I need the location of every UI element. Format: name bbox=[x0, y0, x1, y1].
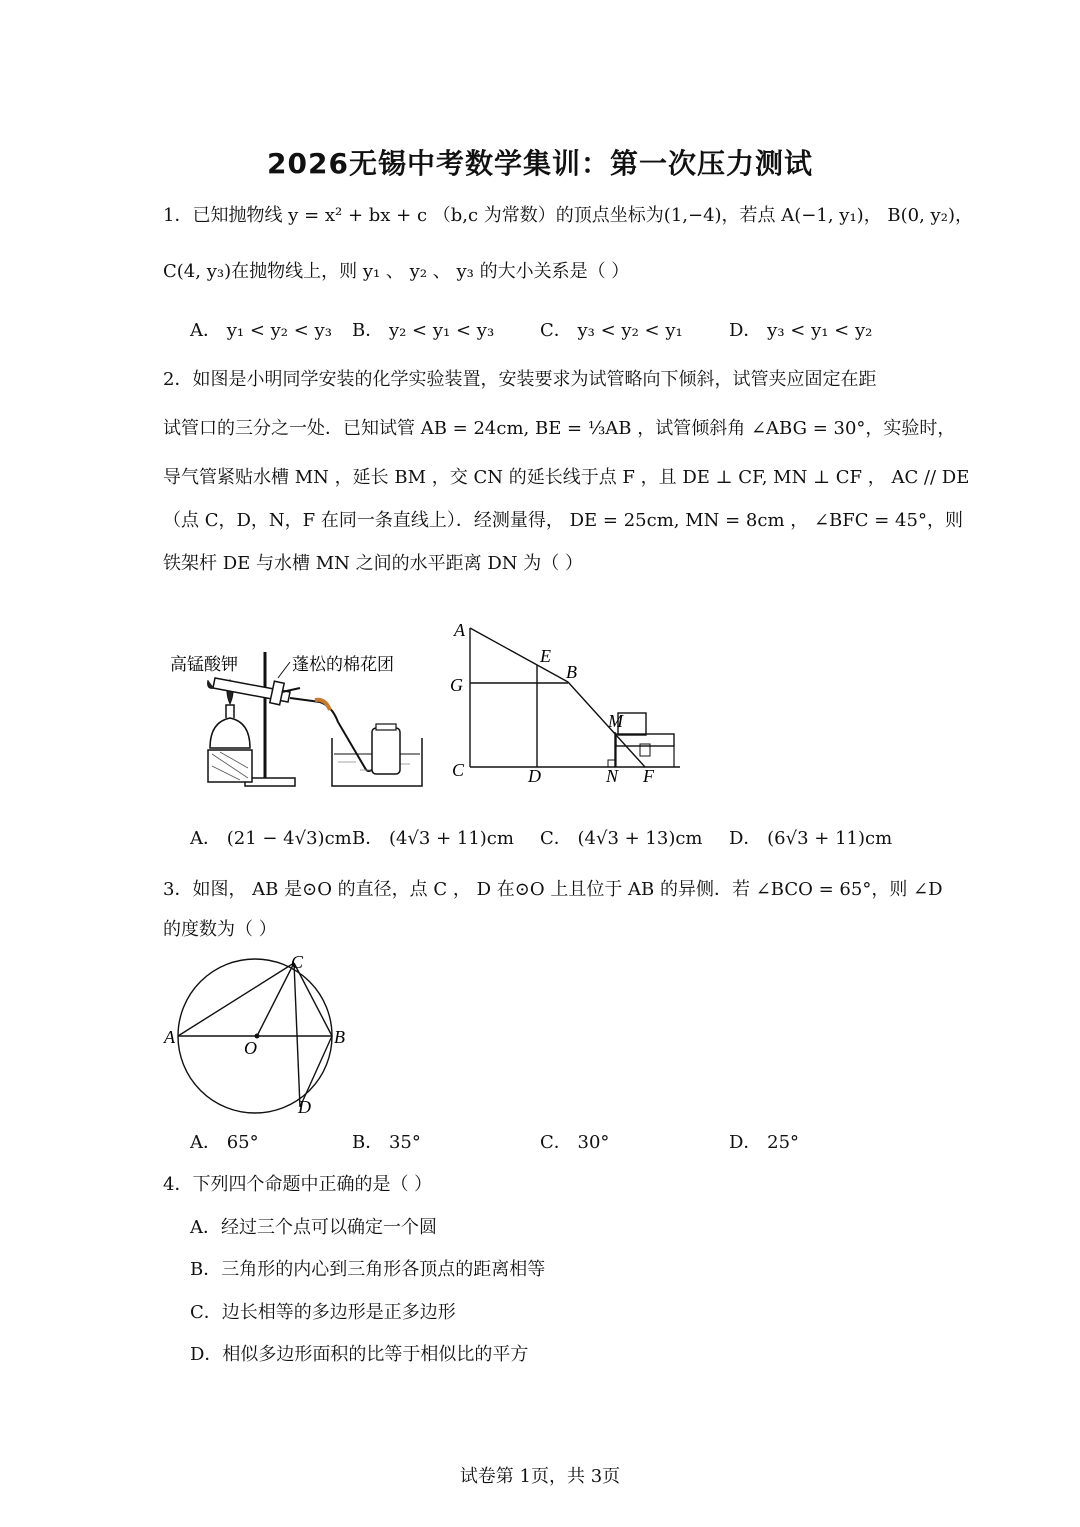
q2-option-a: A． (21 − 4√3)cm bbox=[190, 828, 352, 849]
circle-label-B: B bbox=[334, 1027, 345, 1047]
q4-option-c: C．边长相等的多边形是正多边形 bbox=[190, 1302, 456, 1323]
q3-stem-line1: 3．如图， AB 是⊙O 的直径，点 C ， D 在⊙O 上且位于 AB 的异侧．若 ∠BCO = 65°，则 ∠D bbox=[163, 879, 943, 900]
circle-label-O: O bbox=[244, 1038, 257, 1058]
circle-label-C: C bbox=[291, 952, 304, 972]
q3-option-c: C． 30° bbox=[540, 1132, 610, 1153]
label-A: A bbox=[454, 620, 465, 640]
label-N: N bbox=[606, 766, 619, 786]
q2-stem-line3: 导气管紧贴水槽 MN ，延长 BM ，交 CN 的延长线于点 F ，且 DE ⊥ CF, MN ⊥ CF ， AC // DE bbox=[163, 467, 970, 488]
q1-option-d: D． y₃ < y₁ < y₂ bbox=[729, 320, 873, 341]
q2-stem-line5: 铁架杆 DE 与水槽 MN 之间的水平距离 DN 为（ ） bbox=[163, 553, 583, 574]
circle-label-D: D bbox=[298, 1097, 311, 1117]
circle-label-A: A bbox=[164, 1027, 175, 1047]
label-D: D bbox=[528, 766, 541, 786]
q2-stem-line2: 试管口的三分之一处．已知试管 AB = 24cm, BE = ⅓AB ，试管倾斜角 ∠ABG = 30°，实验时， bbox=[163, 418, 956, 439]
page-footer: 试卷第 1页，共 3页 bbox=[459, 1466, 621, 1487]
q1-stem-line2: C(4, y₃)在抛物线上，则 y₁ 、 y₂ 、 y₃ 的大小关系是（ ） bbox=[163, 261, 630, 282]
label-B: B bbox=[566, 662, 577, 682]
q1-option-c: C． y₃ < y₂ < y₁ bbox=[540, 320, 683, 341]
label-E: E bbox=[540, 646, 551, 666]
q3-option-d: D． 25° bbox=[729, 1132, 800, 1153]
q1-option-b: B． y₂ < y₁ < y₃ bbox=[352, 320, 495, 341]
q4-option-a: A．经过三个点可以确定一个圆 bbox=[190, 1217, 437, 1238]
q2-geometry-figure bbox=[440, 610, 690, 790]
q2-option-b: B． (4√3 + 11)cm bbox=[352, 828, 514, 849]
q2-stem-line1: 2．如图是小明同学安装的化学实验装置，安装要求为试管略向下倾斜，试管夹应固定在距 bbox=[163, 369, 877, 390]
label-M: M bbox=[608, 711, 623, 731]
label-potassium-permanganate: 高锰酸钾 bbox=[170, 655, 238, 675]
label-F: F bbox=[643, 766, 654, 786]
q1-option-a: A． y₁ < y₂ < y₃ bbox=[190, 320, 332, 341]
page-title: 2026无锡中考数学集训：第一次压力测试 bbox=[267, 147, 813, 180]
label-G: G bbox=[450, 675, 463, 695]
q3-option-a: A． 65° bbox=[190, 1132, 259, 1153]
q2-stem-line4: （点 C，D，N，F 在同一条直线上）．经测量得， DE = 25cm, MN = 8cm ， ∠BFC = 45°，则 bbox=[163, 510, 963, 531]
q2-option-d: D． (6√3 + 11)cm bbox=[729, 828, 893, 849]
q4-option-b: B．三角形的内心到三角形各顶点的距离相等 bbox=[190, 1259, 546, 1280]
q3-circle-figure bbox=[160, 950, 360, 1120]
q2-apparatus-figure bbox=[160, 640, 430, 800]
label-C: C bbox=[452, 760, 465, 780]
q2-option-c: C． (4√3 + 13)cm bbox=[540, 828, 703, 849]
q3-option-b: B． 35° bbox=[352, 1132, 421, 1153]
q1-stem-line1: 1．已知抛物线 y = x² + bx + c （b,c 为常数）的顶点坐标为(1,−4)，若点 A(−1, y₁)， B(0, y₂)， bbox=[163, 205, 973, 226]
q4-stem: 4．下列四个命题中正确的是（ ） bbox=[163, 1174, 433, 1195]
q4-option-d: D．相似多边形面积的比等于相似比的平方 bbox=[190, 1344, 529, 1365]
label-cotton-ball: 蓬松的棉花团 bbox=[292, 655, 394, 675]
q3-stem-line2: 的度数为（ ） bbox=[163, 919, 277, 940]
